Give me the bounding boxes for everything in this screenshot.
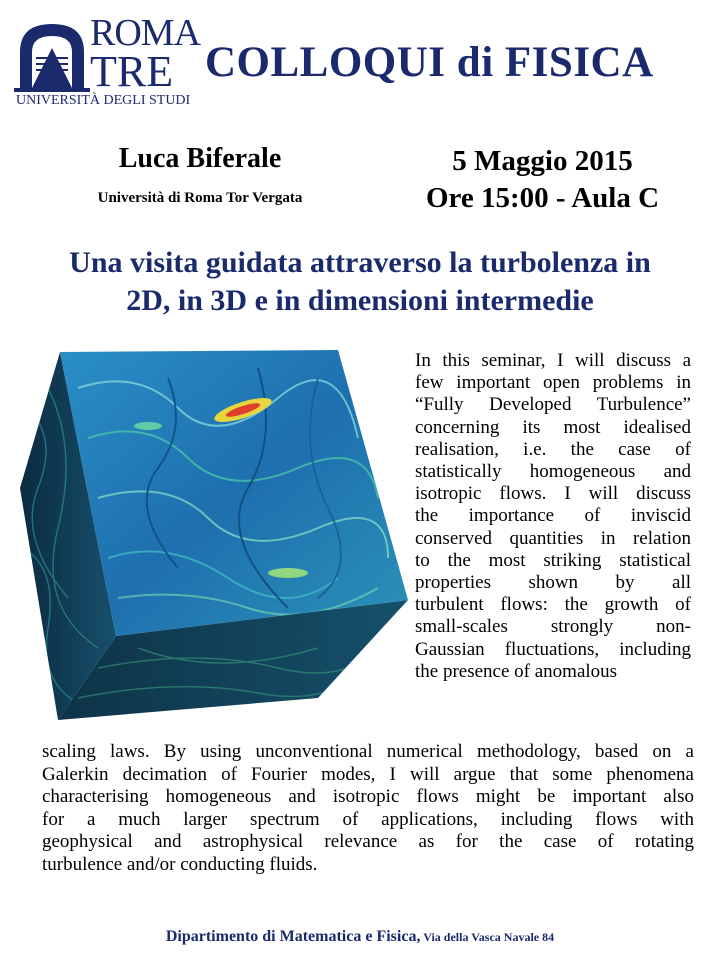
- abstract-line: small-scales strongly non-: [415, 616, 691, 638]
- abstract-line: turbulence and/or conducting fluids.: [42, 853, 318, 875]
- abstract-line: In this seminar, I will discuss a: [415, 350, 691, 371]
- abstract-line: to the most striking statistical: [415, 549, 691, 571]
- talk-title-line-2: 2D, in 3D e in dimensioni intermedie: [126, 284, 594, 317]
- footer-address: Via della Vasca Navale 84: [420, 930, 555, 944]
- abstract-line: turbulent flows: the growth of: [415, 594, 691, 616]
- logo-tre-text: TRE: [90, 47, 174, 96]
- speaker-name: Luca Biferale: [118, 143, 282, 174]
- event-date: 5 Maggio 2015: [452, 145, 633, 177]
- roma-tre-arch-icon: [14, 18, 90, 94]
- speaker-affiliation: Università di Roma Tor Vergata: [97, 190, 303, 206]
- abstract-line: the importance of inviscid: [415, 505, 691, 527]
- abstract-line: concerning its most idealised: [415, 416, 691, 438]
- abstract-line: statistically homogeneous and: [415, 461, 691, 483]
- abstract-line: geophysical and astrophysical relevance as for the case of rotating: [42, 831, 694, 853]
- abstract-line: few important open problems in: [415, 372, 691, 394]
- footer-department: Dipartimento di Matematica e Fisica,: [165, 928, 421, 945]
- abstract-full-text: [42, 741, 694, 877]
- abstract-line: characterising homogeneous and isotropic flows might be important also: [42, 786, 694, 808]
- event-time-place: Ore 15:00 - Aula C: [425, 182, 660, 214]
- roma-tre-logo: [14, 12, 201, 112]
- logo-university-text: UNIVERSITÀ DEGLI STUDI: [16, 93, 191, 108]
- abstract-line: for a much larger spectrum of applications, including flows with: [42, 808, 694, 830]
- abstract-line: properties shown by all: [415, 572, 691, 594]
- logo-roma-text: ROMA: [90, 12, 201, 54]
- talk-title: [20, 244, 700, 320]
- abstract-line: the presence of anomalous: [415, 660, 618, 682]
- abstract-line: Galerkin decimation of Fourier modes, I will argue that some phenomena: [42, 763, 694, 785]
- abstract-line: “Fully Developed Turbulence”: [415, 394, 691, 416]
- abstract-line: conserved quantities in relation: [415, 527, 691, 549]
- turbulence-cube-image: [18, 348, 410, 724]
- footer: [0, 928, 720, 946]
- abstract-line: isotropic flows. I will discuss: [415, 483, 691, 505]
- talk-title-line-1: Una visita guidata attraverso la turbolenza in: [69, 246, 651, 279]
- page-title: COLLOQUI di FISICA: [205, 39, 654, 86]
- abstract-line: scaling laws. By using unconventional numerical methodology, based on a: [42, 741, 694, 762]
- abstract-line: realisation, i.e. the case of: [415, 438, 691, 460]
- abstract-line: Gaussian fluctuations, including: [415, 638, 691, 660]
- abstract-side-text: [415, 350, 691, 683]
